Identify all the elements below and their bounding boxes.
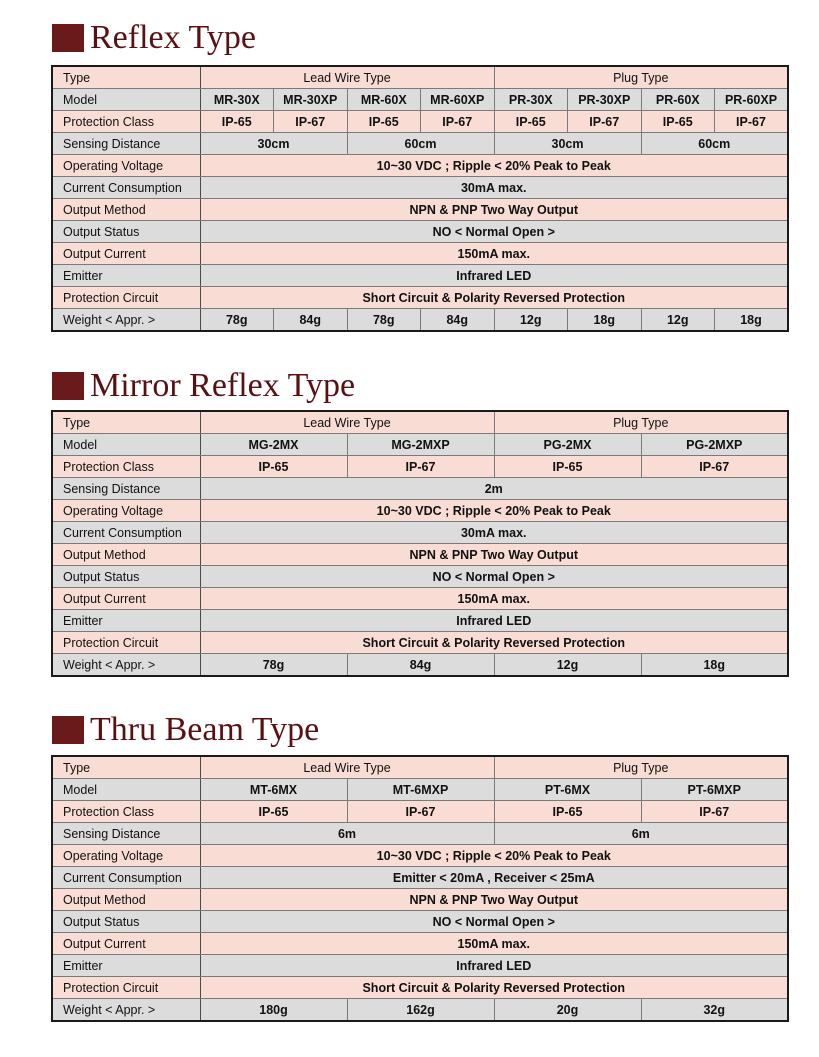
table-cell: 150mA max. xyxy=(200,933,788,955)
table-row xyxy=(52,999,788,1022)
table-cell: IP-65 xyxy=(200,801,347,823)
table-cell: 12g xyxy=(494,654,641,677)
table-cell: IP-67 xyxy=(641,801,788,823)
table-row xyxy=(52,287,788,309)
table-cell: NO < Normal Open > xyxy=(200,221,788,243)
group-header: Lead Wire Type xyxy=(200,756,494,779)
table-row xyxy=(52,845,788,867)
row-label: Emitter xyxy=(52,610,200,632)
table-cell: NPN & PNP Two Way Output xyxy=(200,544,788,566)
table-cell: IP-67 xyxy=(421,111,495,133)
table-row xyxy=(52,111,788,133)
table-row xyxy=(52,911,788,933)
row-label: Output Current xyxy=(52,933,200,955)
spec-table-reflex xyxy=(51,65,789,332)
table-row xyxy=(52,199,788,221)
table-cell: PT-6MX xyxy=(494,779,641,801)
table-row xyxy=(52,243,788,265)
table-cell: Short Circuit & Polarity Reversed Protection xyxy=(200,632,788,654)
table-row xyxy=(52,977,788,999)
row-label: Type xyxy=(52,66,200,89)
title-square-icon xyxy=(52,24,84,52)
row-label: Weight < Appr. > xyxy=(52,654,200,677)
row-label: Protection Circuit xyxy=(52,287,200,309)
table-cell: 30cm xyxy=(200,133,347,155)
table-cell: IP-65 xyxy=(494,801,641,823)
table-cell: IP-67 xyxy=(274,111,348,133)
row-label: Sensing Distance xyxy=(52,478,200,500)
table-row xyxy=(52,522,788,544)
table-cell: NO < Normal Open > xyxy=(200,911,788,933)
table-row xyxy=(52,456,788,478)
table-cell: 10~30 VDC ; Ripple < 20% Peak to Peak xyxy=(200,155,788,177)
table-cell: IP-67 xyxy=(641,456,788,478)
row-label: Model xyxy=(52,89,200,111)
table-cell: 12g xyxy=(494,309,568,332)
table-row xyxy=(52,867,788,889)
table-cell: 60cm xyxy=(347,133,494,155)
table-cell: 6m xyxy=(494,823,788,845)
table-cell: Infrared LED xyxy=(200,955,788,977)
row-label: Operating Voltage xyxy=(52,155,200,177)
table-cell: IP-65 xyxy=(200,111,274,133)
row-label: Protection Circuit xyxy=(52,977,200,999)
spec-table-thru-beam xyxy=(51,755,789,1022)
table-row xyxy=(52,133,788,155)
table-cell: MR-30XP xyxy=(274,89,348,111)
table-cell: Short Circuit & Polarity Reversed Protection xyxy=(200,287,788,309)
row-label: Protection Circuit xyxy=(52,632,200,654)
row-label: Operating Voltage xyxy=(52,500,200,522)
table-cell: 60cm xyxy=(641,133,788,155)
table-row xyxy=(52,588,788,610)
table-cell: 180g xyxy=(200,999,347,1022)
table-cell: PG-2MXP xyxy=(641,434,788,456)
table-cell: PT-6MXP xyxy=(641,779,788,801)
table-row xyxy=(52,309,788,332)
table-cell: MT-6MX xyxy=(200,779,347,801)
row-label: Model xyxy=(52,434,200,456)
group-header: Plug Type xyxy=(494,66,788,89)
table-cell: 18g xyxy=(641,654,788,677)
table-cell: IP-65 xyxy=(494,111,568,133)
table-row-type xyxy=(52,411,788,434)
table-cell: MR-30X xyxy=(200,89,274,111)
table-cell: IP-67 xyxy=(568,111,642,133)
table-cell: NPN & PNP Two Way Output xyxy=(200,199,788,221)
table-cell: 84g xyxy=(274,309,348,332)
table-row xyxy=(52,632,788,654)
table-row xyxy=(52,221,788,243)
table-cell: 84g xyxy=(347,654,494,677)
row-label: Current Consumption xyxy=(52,177,200,199)
table-cell: IP-67 xyxy=(347,456,494,478)
table-row-type xyxy=(52,66,788,89)
table-cell: MG-2MX xyxy=(200,434,347,456)
row-label: Output Current xyxy=(52,243,200,265)
section-title-reflex xyxy=(52,18,256,58)
title-square-icon xyxy=(52,716,84,744)
section-title-thru-beam xyxy=(52,710,319,750)
table-row xyxy=(52,500,788,522)
table-cell: 30mA max. xyxy=(200,522,788,544)
row-label: Type xyxy=(52,411,200,434)
table-cell: 78g xyxy=(347,309,421,332)
table-row xyxy=(52,654,788,677)
spec-table-mirror-reflex xyxy=(51,410,789,677)
table-row xyxy=(52,566,788,588)
row-label: Current Consumption xyxy=(52,522,200,544)
table-cell: 32g xyxy=(641,999,788,1022)
row-label: Output Current xyxy=(52,588,200,610)
table-cell: Infrared LED xyxy=(200,610,788,632)
row-label: Sensing Distance xyxy=(52,133,200,155)
group-header: Lead Wire Type xyxy=(200,411,494,434)
row-label: Output Method xyxy=(52,889,200,911)
group-header: Plug Type xyxy=(494,756,788,779)
row-label: Output Status xyxy=(52,911,200,933)
group-header: Lead Wire Type xyxy=(200,66,494,89)
table-row xyxy=(52,434,788,456)
table-cell: PR-30X xyxy=(494,89,568,111)
section-title-text: Thru Beam Type xyxy=(90,711,320,748)
row-label: Current Consumption xyxy=(52,867,200,889)
row-label: Weight < Appr. > xyxy=(52,999,200,1022)
row-label: Output Method xyxy=(52,544,200,566)
table-cell: 84g xyxy=(421,309,495,332)
row-label: Weight < Appr. > xyxy=(52,309,200,332)
table-cell: 20g xyxy=(494,999,641,1022)
table-cell: 162g xyxy=(347,999,494,1022)
table-cell: 150mA max. xyxy=(200,588,788,610)
table-cell: 10~30 VDC ; Ripple < 20% Peak to Peak xyxy=(200,500,788,522)
table-cell: 6m xyxy=(200,823,494,845)
table-row xyxy=(52,478,788,500)
row-label: Emitter xyxy=(52,265,200,287)
table-cell: IP-65 xyxy=(200,456,347,478)
table-cell: MG-2MXP xyxy=(347,434,494,456)
table-cell: PR-60X xyxy=(641,89,715,111)
table-row xyxy=(52,889,788,911)
row-label: Protection Class xyxy=(52,456,200,478)
table-row xyxy=(52,544,788,566)
table-cell: 10~30 VDC ; Ripple < 20% Peak to Peak xyxy=(200,845,788,867)
table-cell: MR-60X xyxy=(347,89,421,111)
group-header: Plug Type xyxy=(494,411,788,434)
row-label: Output Status xyxy=(52,221,200,243)
row-label: Operating Voltage xyxy=(52,845,200,867)
table-cell: MT-6MXP xyxy=(347,779,494,801)
table-row xyxy=(52,265,788,287)
table-row xyxy=(52,610,788,632)
table-cell: Emitter < 20mA , Receiver < 25mA xyxy=(200,867,788,889)
table-row xyxy=(52,177,788,199)
table-cell: IP-67 xyxy=(347,801,494,823)
row-label: Emitter xyxy=(52,955,200,977)
row-label: Sensing Distance xyxy=(52,823,200,845)
table-cell: 30mA max. xyxy=(200,177,788,199)
table-cell: PR-30XP xyxy=(568,89,642,111)
table-cell: 18g xyxy=(715,309,789,332)
title-square-icon xyxy=(52,372,84,400)
row-label: Output Status xyxy=(52,566,200,588)
row-label: Output Method xyxy=(52,199,200,221)
table-row xyxy=(52,823,788,845)
table-cell: 2m xyxy=(200,478,788,500)
table-cell: MR-60XP xyxy=(421,89,495,111)
table-row xyxy=(52,933,788,955)
table-cell: 12g xyxy=(641,309,715,332)
table-cell: IP-65 xyxy=(494,456,641,478)
table-cell: IP-65 xyxy=(347,111,421,133)
row-label: Type xyxy=(52,756,200,779)
table-cell: Short Circuit & Polarity Reversed Protection xyxy=(200,977,788,999)
section-title-mirror-reflex xyxy=(52,366,355,406)
table-cell: NO < Normal Open > xyxy=(200,566,788,588)
section-title-text: Mirror Reflex Type xyxy=(90,367,356,404)
table-cell: 150mA max. xyxy=(200,243,788,265)
table-cell: 18g xyxy=(568,309,642,332)
table-cell: PR-60XP xyxy=(715,89,789,111)
table-cell: 30cm xyxy=(494,133,641,155)
table-cell: IP-67 xyxy=(715,111,789,133)
row-label: Protection Class xyxy=(52,801,200,823)
table-row xyxy=(52,955,788,977)
table-cell: 78g xyxy=(200,654,347,677)
table-cell: 78g xyxy=(200,309,274,332)
row-label: Model xyxy=(52,779,200,801)
table-row xyxy=(52,779,788,801)
table-cell: PG-2MX xyxy=(494,434,641,456)
table-row xyxy=(52,155,788,177)
table-row xyxy=(52,89,788,111)
table-cell: IP-65 xyxy=(641,111,715,133)
row-label: Protection Class xyxy=(52,111,200,133)
table-cell: NPN & PNP Two Way Output xyxy=(200,889,788,911)
table-row xyxy=(52,801,788,823)
table-row-type xyxy=(52,756,788,779)
section-title-text: Reflex Type xyxy=(90,19,256,56)
table-cell: Infrared LED xyxy=(200,265,788,287)
